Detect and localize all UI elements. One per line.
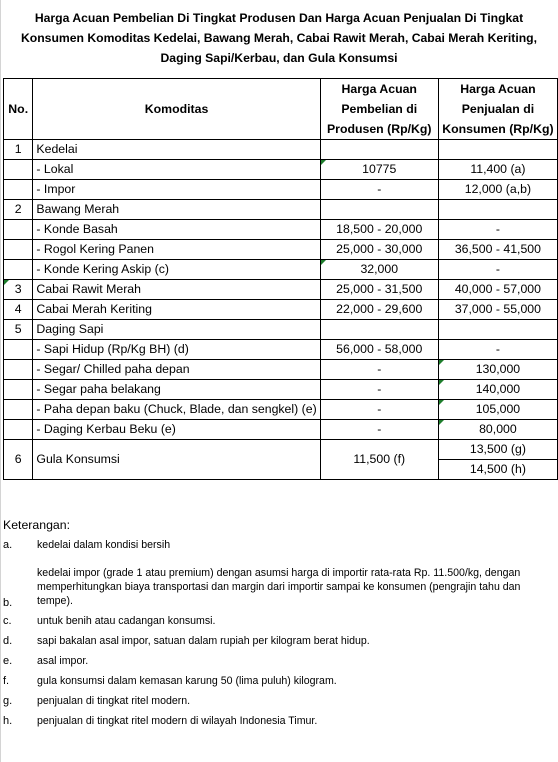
table-row xyxy=(4,400,558,420)
row-no xyxy=(4,420,33,440)
row-no: 6 xyxy=(4,440,33,480)
producer-price: 25,000 - 30,000 xyxy=(320,240,438,260)
note-letter: g. xyxy=(3,695,13,707)
producer-price: - xyxy=(320,400,438,420)
table-row xyxy=(4,180,558,200)
row-no xyxy=(4,240,33,260)
note-text: kedelai impor (grade 1 atau premium) dengan asumsi harga di importir rata-rata Rp. 11.500/kg, dengan memperhitungkan biaya transportasi dan margin dari importir sampai ke konsumen (pengrajin tahu dan tempe). xyxy=(37,567,521,607)
table-row xyxy=(4,280,558,300)
commodity-name: - Rogol Kering Panen xyxy=(33,240,320,260)
note-letter: f. xyxy=(3,675,10,687)
producer-price: 56,000 - 58,000 xyxy=(320,340,438,360)
table-row xyxy=(4,240,558,260)
header-konsumen: Harga Acuan Penjualan di Konsumen (Rp/Kg) xyxy=(438,79,557,140)
note-letter: d. xyxy=(3,635,13,647)
row-no xyxy=(4,400,33,420)
price-table xyxy=(3,78,558,480)
table-row xyxy=(4,300,558,320)
producer-price: - xyxy=(320,360,438,380)
row-no xyxy=(4,360,33,380)
notes-section xyxy=(3,518,555,734)
note-text: kedelai dalam kondisi bersih xyxy=(37,539,171,551)
note-letter: b. xyxy=(3,597,13,609)
consumer-price: 11,400 (a) xyxy=(438,160,557,180)
note-letter: a. xyxy=(3,539,13,551)
note-item xyxy=(3,694,555,708)
consumer-price xyxy=(438,200,557,220)
producer-price xyxy=(320,320,438,340)
row-no xyxy=(4,220,33,240)
table-row xyxy=(4,420,558,440)
note-text: penjualan di tingkat ritel modern di wilayah Indonesia Timur. xyxy=(37,715,318,727)
commodity-name: Cabai Merah Keriting xyxy=(33,300,320,320)
consumer-price: - xyxy=(438,220,557,240)
table-row xyxy=(4,260,558,280)
table-row xyxy=(4,440,558,460)
note-text: penjualan di tingkat ritel modern. xyxy=(37,695,191,707)
row-no: 3 xyxy=(4,280,33,300)
producer-price: - xyxy=(320,380,438,400)
consumer-price: - xyxy=(438,340,557,360)
row-no xyxy=(4,380,33,400)
consumer-price: 13,500 (g) xyxy=(438,440,557,460)
left-gridline xyxy=(0,0,1,762)
consumer-price: 40,000 - 57,000 xyxy=(438,280,557,300)
table-row xyxy=(4,340,558,360)
table-header-row xyxy=(4,79,558,140)
table-row xyxy=(4,380,558,400)
producer-price: 18,500 - 20,000 xyxy=(320,220,438,240)
commodity-name: Bawang Merah xyxy=(33,200,320,220)
commodity-name: - Segar/ Chilled paha depan xyxy=(33,360,320,380)
commodity-name: - Konde Basah xyxy=(33,220,320,240)
consumer-price: 105,000 xyxy=(438,400,557,420)
producer-price: - xyxy=(320,420,438,440)
commodity-name: - Daging Kerbau Beku (e) xyxy=(33,420,320,440)
header-no: No. xyxy=(4,79,33,140)
note-item xyxy=(3,674,555,688)
table-row xyxy=(4,140,558,160)
note-text: asal impor. xyxy=(37,655,89,667)
commodity-name: - Konde Kering Askip (c) xyxy=(33,260,320,280)
consumer-price: 130,000 xyxy=(438,360,557,380)
row-no: 1 xyxy=(4,140,33,160)
producer-price: - xyxy=(320,180,438,200)
commodity-name: - Segar paha belakang xyxy=(33,380,320,400)
note-item xyxy=(3,538,555,552)
consumer-price: 140,000 xyxy=(438,380,557,400)
page-title: Harga Acuan Pembelian Di Tingkat Produsen Dan Harga Acuan Penjualan Di Tingkat Konsumen Komoditas Kedelai, Bawang Merah, Cabai Rawit Merah, Cabai Merah Keriting, Daging Sapi/Kerbau, dan Gula Konsumsi xyxy=(20,11,538,65)
table-row xyxy=(4,220,558,240)
commodity-name: Daging Sapi xyxy=(33,320,320,340)
commodity-name: - Sapi Hidup (Rp/Kg BH) (d) xyxy=(33,340,320,360)
header-komoditas: Komoditas xyxy=(33,79,320,140)
consumer-price: 37,000 - 55,000 xyxy=(438,300,557,320)
note-letter: e. xyxy=(3,655,13,667)
producer-price xyxy=(320,200,438,220)
table-row xyxy=(4,160,558,180)
row-no xyxy=(4,340,33,360)
note-item xyxy=(3,614,555,628)
consumer-price xyxy=(438,140,557,160)
note-item xyxy=(3,566,555,608)
note-letter: h. xyxy=(3,715,13,727)
row-no: 2 xyxy=(4,200,33,220)
commodity-name: - Impor xyxy=(33,180,320,200)
commodity-name: Kedelai xyxy=(33,140,320,160)
table-row xyxy=(4,320,558,340)
row-no: 4 xyxy=(4,300,33,320)
consumer-price: - xyxy=(438,260,557,280)
commodity-name: Gula Konsumsi xyxy=(33,440,320,480)
note-letter: c. xyxy=(3,615,12,627)
note-item xyxy=(3,634,555,648)
note-item xyxy=(3,714,555,728)
row-no xyxy=(4,180,33,200)
note-item xyxy=(3,654,555,668)
commodity-name: Cabai Rawit Merah xyxy=(33,280,320,300)
consumer-price: 36,500 - 41,500 xyxy=(438,240,557,260)
producer-price: 25,000 - 31,500 xyxy=(320,280,438,300)
producer-price: 22,000 - 29,600 xyxy=(320,300,438,320)
consumer-price: 14,500 (h) xyxy=(438,460,557,480)
row-no xyxy=(4,260,33,280)
commodity-name: - Lokal xyxy=(33,160,320,180)
consumer-price: 12,000 (a,b) xyxy=(438,180,557,200)
note-text: sapi bakalan asal impor, satuan dalam rupiah per kilogram berat hidup. xyxy=(37,635,370,647)
commodity-name: - Paha depan baku (Chuck, Blade, dan sengkel) (e) xyxy=(33,400,320,420)
table-row xyxy=(4,360,558,380)
note-text: untuk benih atau cadangan konsumsi. xyxy=(37,615,216,627)
producer-price: 32,000 xyxy=(320,260,438,280)
header-produsen: Harga Acuan Pembelian di Produsen (Rp/Kg) xyxy=(320,79,438,140)
consumer-price: 80,000 xyxy=(438,420,557,440)
notes-heading: Keterangan: xyxy=(3,518,71,532)
producer-price: 11,500 (f) xyxy=(320,440,438,480)
note-text: gula konsumsi dalam kemasan karung 50 (lima puluh) kilogram. xyxy=(37,675,337,687)
producer-price: 10775 xyxy=(320,160,438,180)
consumer-price xyxy=(438,320,557,340)
row-no: 5 xyxy=(4,320,33,340)
row-no xyxy=(4,160,33,180)
table-row xyxy=(4,200,558,220)
producer-price xyxy=(320,140,438,160)
